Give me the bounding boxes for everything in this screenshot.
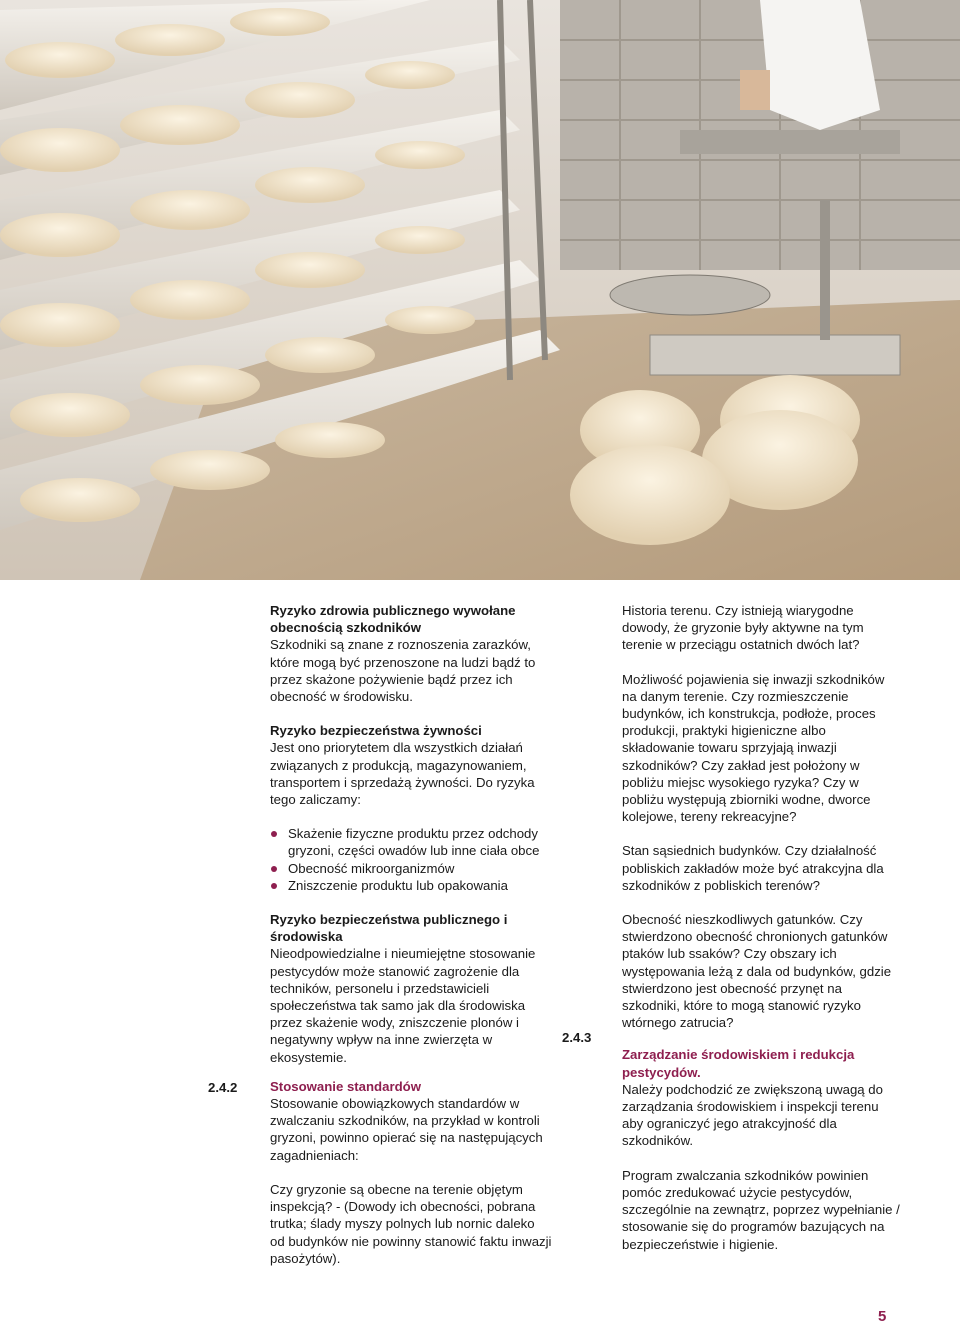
public-environment-risk-heading: Ryzyko bezpieczeństwa publicznego i środowiska — [270, 912, 508, 945]
bakery-photo — [0, 0, 960, 580]
section-number-2-4-3: 2.4.3 — [562, 1030, 592, 1045]
environment-management-title: Zarządzanie środowiskiem i redukcja pestycydów. — [622, 1047, 855, 1080]
bakery-illustration — [0, 0, 960, 580]
section-number-2-4-2: 2.4.2 — [208, 1080, 238, 1095]
public-health-risk-heading: Ryzyko zdrowia publicznego wywołane obecnością szkodników — [270, 603, 516, 636]
list-item: Zniszczenie produktu lub opakowania — [270, 877, 552, 894]
non-target-species-paragraph: Obecność nieszkodliwych gatunków. Czy stwierdzono obecność chronionych gatunków ptaków lub ssaków? Czy obszary ich występowania leżą z dala od budynków, gdzie stwierdzono jest obecność przynęt na szkodniki, które to mogą stanowić ryzyko wtórnego zatrucia? — [622, 912, 892, 1031]
public-health-risk-body: Szkodniki są znane z roznoszenia zarazków, które mogą być przenoszone na ludzi bądź to przez skażone pożywienie bądź przez ich obecność w środowisku. — [270, 637, 536, 705]
list-item: Obecność mikroorganizmów — [270, 860, 552, 877]
standards-question: Czy gryzonie są obecne na terenie objętym inspekcją? - (Dowody ich obecności, pobrana trutka; ślady myszy polnych lub nornic daleko od budynków nie powinny stanowić faktu inwazji pasożytów). — [270, 1181, 552, 1266]
public-environment-risk-body: Nieodpowiedzialne i nieumiejętne stosowanie pestycydów może stanowić zagrożenie dla techników, personelu i przedstawicieli społeczeństwa tak samo jak dla środowiska przez skażenie wody, zniszczenie plonów i negatywny wpływ na inne zwierzęta w ekosystemie. — [270, 946, 536, 1065]
standards-section-body: Stosowanie obowiązkowych standardów w zwalczaniu szkodników, na przykład w kontroli gryzoni, powinno opierać się na następujących zagadnieniach: — [270, 1096, 543, 1163]
list-item: Skażenie fizyczne produktu przez odchody gryzoni, części owadów lub inne ciała obce — [270, 825, 552, 859]
food-safety-risk-heading: Ryzyko bezpieczeństwa żywności — [270, 723, 482, 739]
right-column — [622, 602, 902, 1253]
pest-program-body: Program zwalczania szkodników powinien pomóc zredukować użycie pestycydów, szczególnie na zewnątrz, poprzez wypełnianie / stosowanie się do programów bazujących na bezpieczeństwie i higienie. — [622, 1167, 900, 1252]
neighbour-buildings-paragraph: Stan sąsiednich budynków. Czy działalność pobliskich zakładów może być atrakcyjna dla szkodników z pobliskich terenów? — [622, 843, 884, 893]
food-safety-risk-list — [270, 825, 552, 894]
food-safety-risk-body: Jest ono priorytetem dla wszystkich działań związanych z produkcją, magazynowaniem, transportem i sprzedażą żywności. Do ryzyka tego zaliczamy: — [270, 740, 535, 808]
site-history-paragraph: Historia terenu. Czy istnieją wiarygodne dowody, że gryzonie były aktywne na tym terenie w przeciągu ostatnich dwóch lat? — [622, 603, 864, 653]
left-column — [270, 602, 552, 1267]
page-number: 5 — [878, 1308, 887, 1325]
standards-section-title: Stosowanie standardów — [270, 1078, 421, 1094]
environment-management-body: Należy podchodzić ze zwiększoną uwagą do zarządzania środowiskiem i inspekcji terenu aby ograniczyć jego atrakcyjność dla szkodników. — [622, 1081, 883, 1149]
infestation-possibility-paragraph: Możliwość pojawienia się inwazji szkodników na danym terenie. Czy rozmieszczenie budynków, ich konstrukcja, podłoże, proces produkcji, praktyki higieniczne albo składowanie towaru sprzyjają inwazji szkodników? Czy zakład jest położony w pobliżu miejsc wysokiego ryzyka? Czy w pobliżu występują zbiorniki wodne, dworce kolejowe, tereny rekreacyjne? — [622, 671, 885, 825]
